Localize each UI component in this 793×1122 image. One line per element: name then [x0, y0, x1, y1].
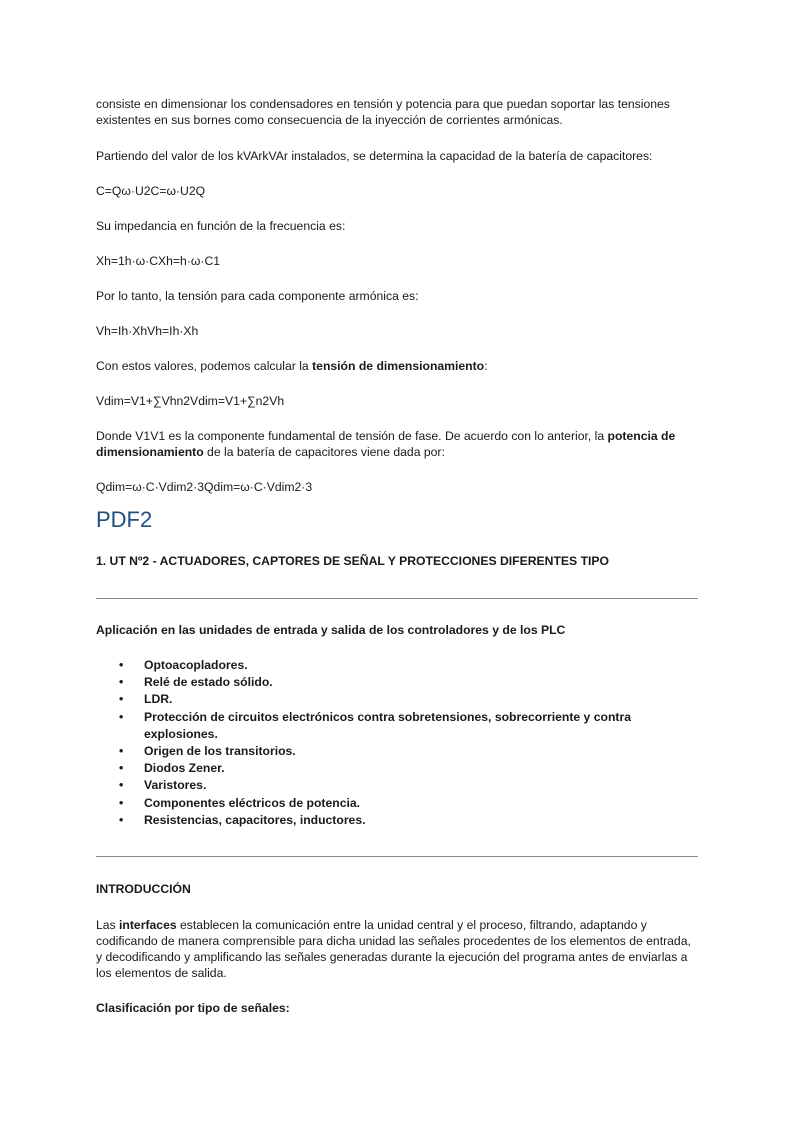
list-item	[96, 657, 698, 674]
paragraph-condensers: consiste en dimensionar los condensadores en tensión y potencia para que puedan soportar las tensiones existentes en sus bornes como consecuencia de la inyección de corrientes armónicas.	[96, 97, 670, 127]
bullet-icon: •	[119, 675, 124, 690]
text-span: Donde V1V1 es la componente fundamental de tensión de fase. De acuerdo con lo anterior, la	[96, 429, 608, 443]
classification-title: Clasificación por tipo de señales:	[96, 1001, 290, 1015]
text-span: :	[484, 359, 488, 373]
list-item-label: Relé de estado sólido.	[144, 675, 273, 690]
list-item	[96, 691, 698, 708]
paragraph-dimensioning-voltage	[96, 358, 698, 374]
list-item-label: Diodos Zener.	[144, 761, 225, 776]
introduction-title: INTRODUCCIÓN	[96, 882, 191, 896]
bullet-icon: •	[119, 709, 124, 724]
list-item	[96, 674, 698, 691]
bullet-icon: •	[119, 795, 124, 810]
text-span: Con estos valores, podemos calcular la	[96, 359, 313, 373]
formula-harmonic-voltage: Vh=Ih·XhVh=Ih·Xh	[96, 324, 199, 338]
list-item	[96, 760, 698, 777]
list-item-label: LDR.	[144, 692, 173, 707]
bullet-icon: •	[119, 692, 124, 707]
section-title: 1. UT Nº2 - ACTUADORES, CAPTORES DE SEÑAL Y PROTECCIONES DIFERENTES TIPO	[96, 554, 610, 568]
text-span: establecen la comunicación entre la unidad central y el proceso, filtrando, adaptando y codificando de manera comprensible para dicha unidad las señales procedentes de los elementos de entrada, y decodificando y amplificando las señales generadas durante la ejecución del programa antes de enviarlas a los elementos de salida.	[96, 918, 691, 980]
list-item	[96, 709, 698, 743]
topics-list	[96, 657, 698, 829]
bullet-icon: •	[119, 812, 124, 827]
bullet-icon: •	[119, 761, 124, 776]
list-item-label: Optoacopladores.	[144, 658, 248, 672]
divider	[96, 856, 698, 857]
formula-dimensioning-power: Qdim=ω·C·Vdim2·3Qdim=ω·C·Vdim2·3	[96, 480, 313, 494]
divider	[96, 598, 698, 599]
bold-term: interfaces	[119, 918, 177, 932]
list-item-label: Resistencias, capacitores, inductores.	[144, 812, 366, 827]
list-item	[96, 777, 698, 794]
list-item-label: Componentes eléctricos de potencia.	[144, 795, 361, 810]
paragraph-introduction	[96, 917, 698, 981]
list-item-label: Varistores.	[144, 778, 207, 793]
paragraph-impedance: Su impedancia en función de la frecuencia es:	[96, 219, 346, 233]
text-span: Las	[96, 918, 120, 932]
list-item-label: Origen de los transitorios.	[144, 744, 296, 759]
formula-dimensioning-voltage: Vdim=V1+∑Vhn2Vdim=V1+∑n2Vh	[96, 394, 285, 408]
formula-capacitance: C=Qω·U2C=ω·U2Q	[96, 184, 206, 198]
paragraph-harmonic-voltage: Por lo tanto, la tensión para cada componente armónica es:	[96, 289, 419, 303]
bullet-icon: •	[119, 658, 124, 672]
list-item	[96, 795, 698, 812]
pdf-heading: PDF2	[96, 507, 153, 532]
formula-impedance: Xh=1h·ω·CXh=h·ω·C1	[96, 254, 221, 268]
list-item	[96, 743, 698, 760]
bold-term: potencia de dimensionamiento	[96, 429, 676, 459]
bold-term: tensión de dimensionamiento	[312, 359, 485, 373]
list-item-label: Protección de circuitos electrónicos contra sobretensiones, sobrecorriente y contra explosiones.	[144, 709, 631, 741]
bullet-icon: •	[119, 778, 124, 793]
paragraph-capacity: Partiendo del valor de los kVArkVAr instalados, se determina la capacidad de la batería de capacitores:	[96, 149, 653, 163]
application-title: Aplicación en las unidades de entrada y salida de los controladores y de los PLC	[96, 623, 566, 637]
text-span: de la batería de capacitores viene dada por:	[203, 445, 445, 459]
bullet-icon: •	[119, 744, 124, 759]
paragraph-dimensioning-power	[96, 428, 698, 460]
list-item	[96, 812, 698, 829]
